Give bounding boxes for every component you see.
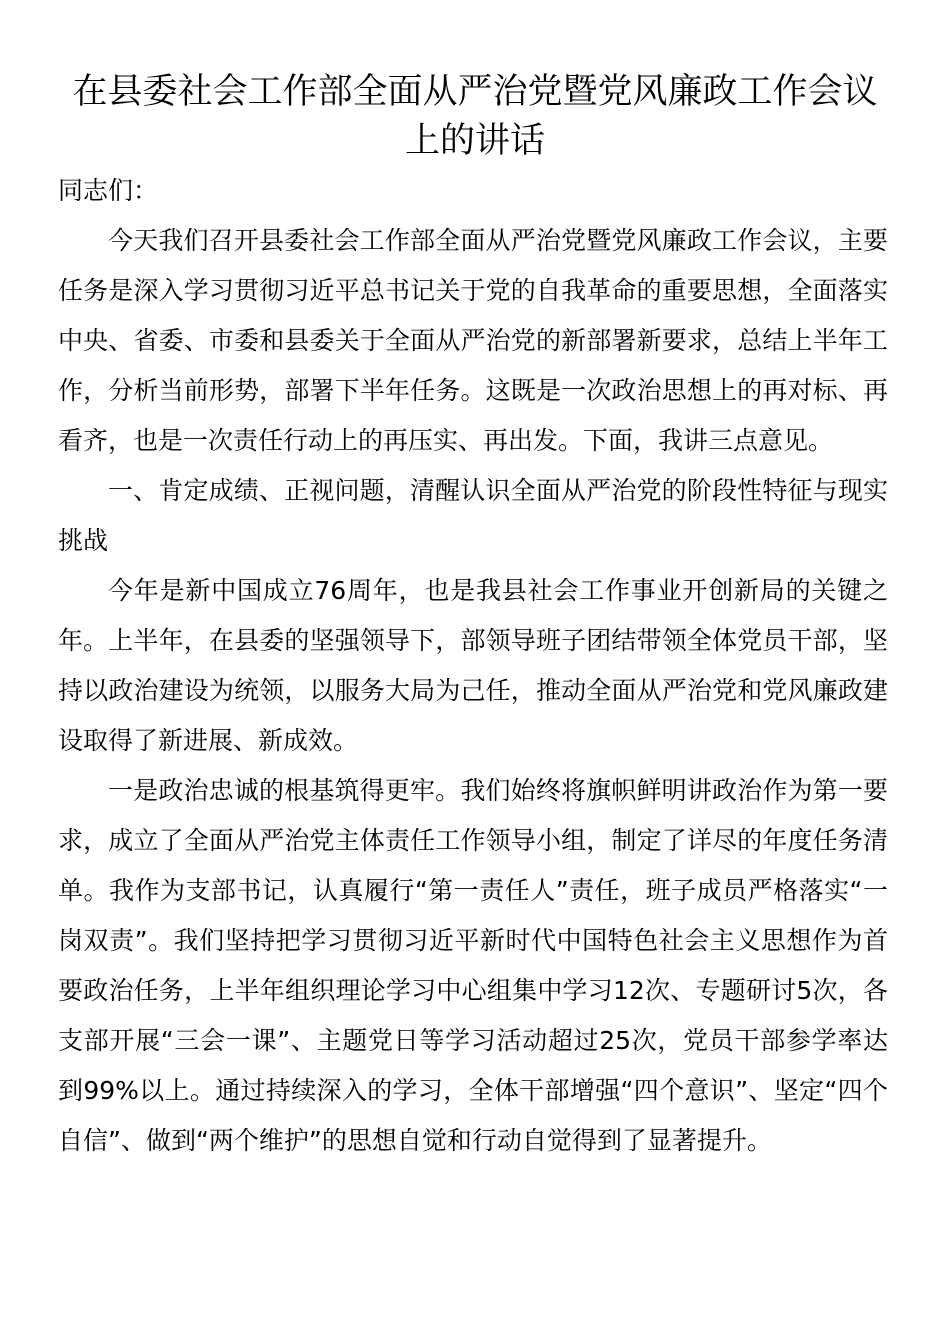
document-title: 在县委社会工作部全面从严治党暨党风廉政工作会议上的讲话 bbox=[72, 72, 878, 161]
document-body bbox=[58, 166, 888, 1166]
section-heading-1: 一、肯定成绩、正视问题，清醒认识全面从严治党的阶段性特征与现实挑战 bbox=[58, 476, 888, 555]
paragraph-political-loyalty: 一是政治忠诚的根基筑得更牢。我们始终将旗帜鲜明讲政治作为第一要求，成立了全面从严治党主体责任工作领导小组，制定了详尽的年度任务清单。我作为支部书记，认真履行“第一责任人”责任，班子成员严格落实“一岗双责”。我们坚持把学习贯彻习近平新时代中国特色社会主义思想作为首要政治任务，上半年组织理论学习中心组集中学习12次、专题研讨5次，各支部开展“三会一课”、主题党日等学习活动超过25次，党员干部参学率达到99%以上。通过持续深入的学习，全体干部增强“四个意识”、坚定“四个自信”、做到“两个维护”的思想自觉和行动自觉得到了显著提升。 bbox=[58, 776, 888, 1155]
paragraph-intro: 今天我们召开县委社会工作部全面从严治党暨党风廉政工作会议，主要任务是深入学习贯彻习近平总书记关于党的自我革命的重要思想，全面落实中央、省委、市委和县委关于全面从严治党的新部署新要求，总结上半年工作，分析当前形势，部署下半年任务。这既是一次政治思想上的再对标、再看齐，也是一次责任行动上的再压实、再出发。下面，我讲三点意见。 bbox=[58, 226, 888, 455]
salutation: 同志们： bbox=[58, 176, 159, 205]
paragraph-achievements: 今年是新中国成立76周年，也是我县社会工作事业开创新局的关键之年。上半年，在县委的坚强领导下，部领导班子团结带领全体党员干部，坚持以政治建设为统领，以服务大局为己任，推动全面从严治党和党风廉政建设取得了新进展、新成效。 bbox=[58, 576, 888, 755]
